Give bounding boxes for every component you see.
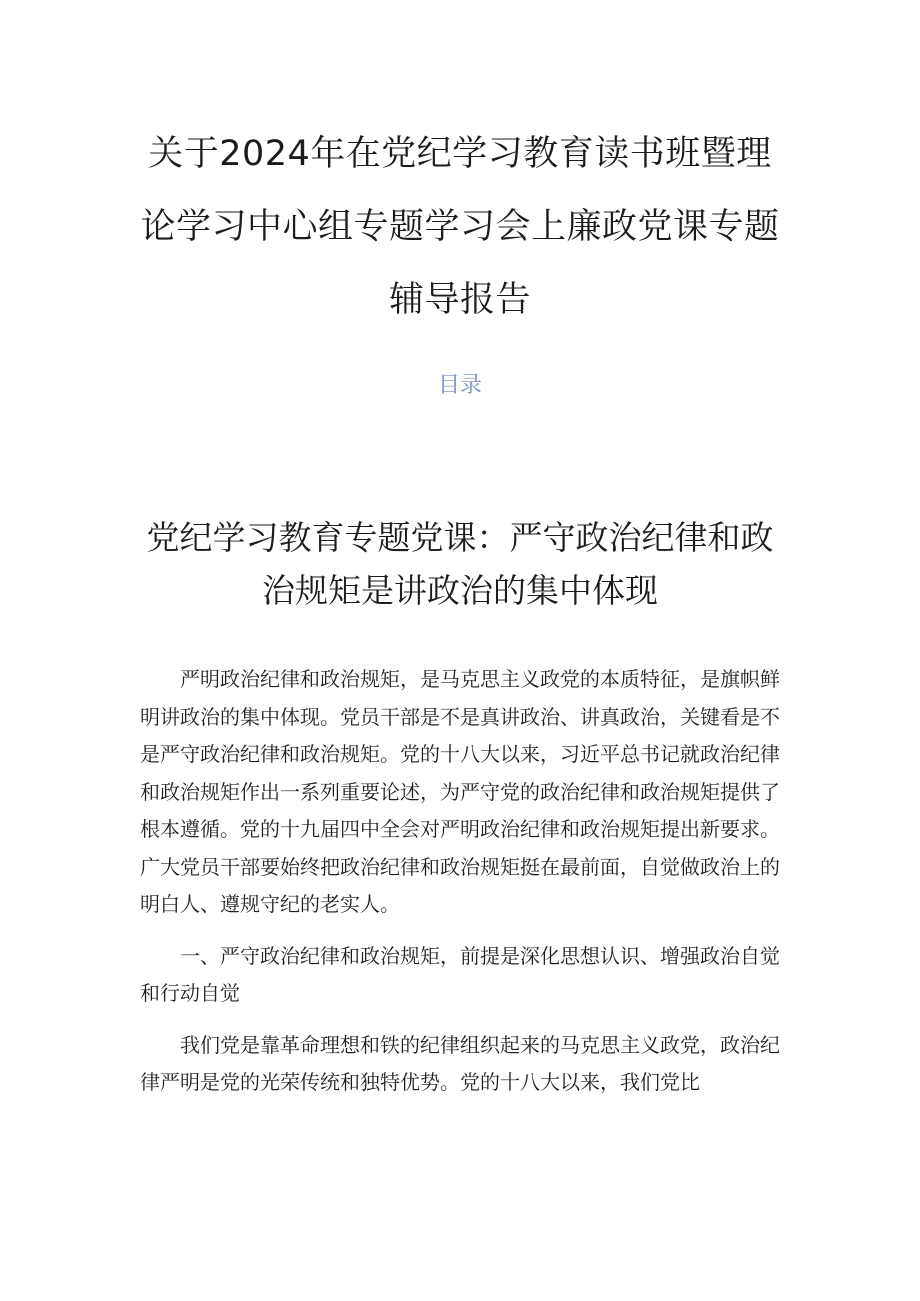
body-paragraph: 我们党是靠革命理想和铁的纪律组织起来的马克思主义政党，政治纪律严明是党的光荣传统和独特优势。党的十八大以来，我们党比 bbox=[140, 1032, 780, 1094]
table-of-contents-heading[interactable]: 目录 bbox=[437, 373, 482, 398]
section-heading-paragraph: 一、严守政治纪律和政治规矩，前提是深化思想认识、增强政治自觉和行动自觉 bbox=[140, 943, 780, 1005]
document-title: 关于2024年在党纪学习教育读书班暨理论学习中心组专题学习会上廉政党课专题辅导报告 bbox=[140, 134, 780, 320]
body-paragraph: 严明政治纪律和政治规矩，是马克思主义政党的本质特征，是旗帜鲜明讲政治的集中体现。党员干部是不是真讲政治、讲真政治，关键看是不是严守政治纪律和政治规矩。党的十八大以来，习近平总书记就政治纪律和政治规矩作出一系列重要论述，为严守党的政治纪律和政治规矩提供了根本遵循。党的十九届四中全会对严明政治纪律和政治规矩提出新要求。广大党员干部要始终把政治纪律和政治规矩挺在最前面，自觉做政治上的明白人、遵规守纪的老实人。 bbox=[140, 667, 780, 916]
section-title: 党纪学习教育专题党课：严守政治纪律和政治规矩是讲政治的集中体现 bbox=[146, 518, 774, 610]
